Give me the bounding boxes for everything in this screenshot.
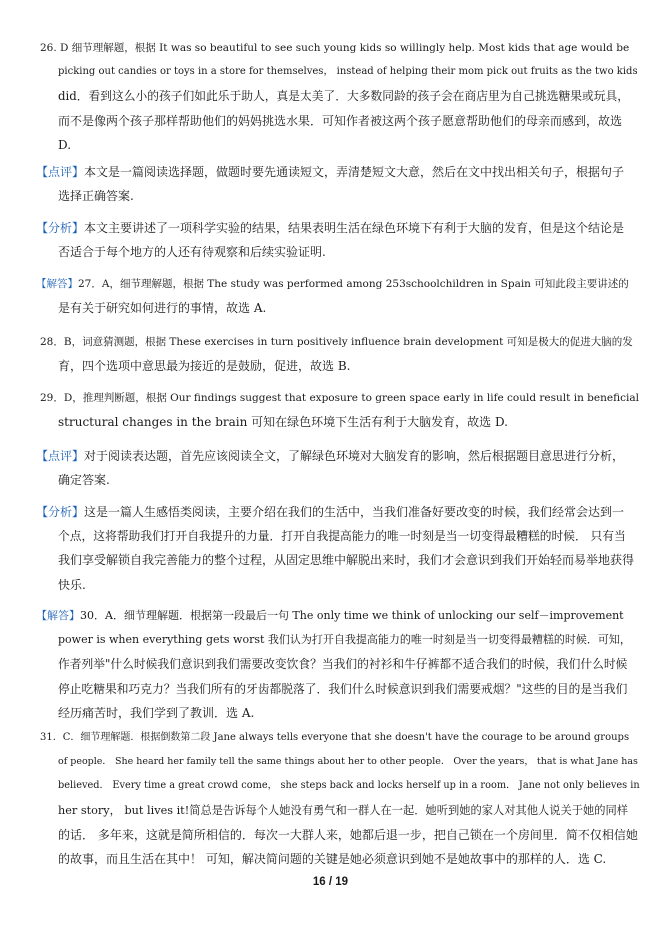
- tagged-paragraph: [36, 500, 635, 597]
- section-tag: 【解答】: [36, 609, 80, 622]
- answer-paragraph: [40, 726, 640, 871]
- line-text: structural changes in the brain 可知在绿色环境下生活有利于大脑发育，故选 D.: [58, 415, 508, 430]
- text-line: [36, 573, 624, 597]
- answer-paragraph: [40, 36, 638, 157]
- line-text: 29．D，推理判断题，根据 Our findings suggest that exposure to green space early in life could result in beneficial: [40, 392, 639, 404]
- line-text: 否适合于每个地方的人还有待观察和后续实验证明.: [58, 245, 326, 260]
- text-line: [40, 774, 640, 798]
- text-line: [40, 410, 628, 434]
- answer-paragraph: [40, 386, 639, 434]
- line-text: 个点，这将帮助我们打开自我提升的力量．打开自我提高能力的唯一时刻是当一切变得最糟糕的时候． 只有当: [58, 529, 626, 544]
- text-line: [36, 701, 624, 725]
- tagged-paragraph: [36, 444, 624, 492]
- line-text: believed． Every time a great crowd come， she steps back and locks herself up in a room． Jane not only believes in: [58, 780, 640, 792]
- line-text: 27．A，细节理解题，根据 The study was performed among 253schoolchildren in Spain 可知此段主要讲述的: [78, 278, 629, 290]
- text-line: [36, 628, 631, 652]
- text-line: [36, 548, 635, 572]
- text-line: [40, 823, 638, 847]
- page-number: 16 / 19: [312, 876, 349, 888]
- text-line: [36, 604, 624, 628]
- line-text: D.: [58, 137, 72, 152]
- section-tag: 【分析】: [36, 221, 85, 235]
- line-text: power is when everything gets worst 我们认为打开自我提高能力的唯一时刻是当一切变得最糟糕的时候．可知，: [58, 633, 631, 647]
- text-line: [36, 524, 624, 548]
- tagged-paragraph: [36, 272, 629, 320]
- line-text: 的话． 多年来，这就是简所相信的．每次一大群人来，她都后退一步，把自己锁在一个房间里．简不仅相信她: [58, 827, 638, 842]
- text-line: [40, 109, 628, 133]
- line-text: 而不是像两个孩子那样帮助他们的妈妈挑选水果．可知作者被这两个孩子愿意帮助他们的母亲而感到，故选: [58, 113, 623, 128]
- line-text: 对于阅读表达题，首先应该阅读全文，了解绿色环境对大脑发育的影响，然后根据题目意思进行分析，: [84, 449, 625, 463]
- section-tag: 【解答】: [36, 278, 78, 290]
- line-text: 30．A．细节理解题．根据第一段最后一句 The only time we think of unlocking our self－improvement: [80, 609, 624, 622]
- section-tag: 【点评】: [36, 165, 85, 179]
- text-line: [36, 272, 629, 296]
- line-text: 确定答案.: [58, 473, 110, 488]
- text-line: [36, 500, 624, 524]
- text-line: [36, 240, 624, 264]
- text-line: [36, 184, 624, 208]
- text-line: [40, 60, 638, 84]
- text-line: [40, 726, 628, 750]
- line-text: 31．C．细节理解题．根据倒数第二段 Jane always tells everyone that she doesn't have the courage to be around groups: [40, 732, 630, 743]
- line-text: 26. D 细节理解题，根据 It was so beautiful to see such young kids so willingly help. Most kids that age would be: [40, 42, 630, 54]
- line-text: did．看到这么小的孩子们如此乐于助人，真是太美了．大多数同龄的孩子会在商店里为自己挑选糖果或玩具，: [58, 89, 630, 104]
- section-tag: 【分析】: [36, 505, 85, 519]
- answer-paragraph: [40, 330, 633, 378]
- line-text: 28．B，词意猜测题，根据 These exercises in turn positively influence brain development 可知是极大的促进大脑的发: [40, 336, 633, 348]
- line-text: 我们享受解锁自我完善能力的整个过程，从固定思维中解脱出来时，我们才会意识到我们开始轻而易举地获得: [58, 553, 635, 568]
- section-tag: 【点评】: [36, 449, 85, 463]
- line-text: picking out candies or toys in a store for themselves， instead of helping their mom pick out fruits as the two kids: [58, 66, 638, 78]
- text-line: [40, 36, 628, 60]
- text-line: [36, 296, 624, 320]
- text-line: [40, 84, 628, 108]
- text-line: [40, 799, 628, 823]
- line-text: 快乐.: [58, 577, 86, 592]
- line-text: 本文是一篇阅读选择题，做题时要先通读短文，弄清楚短文大意，然后在文中找出相关句子，根据句子: [84, 165, 625, 179]
- line-text: 的故事，而且生活在其中！ 可知，解决简问题的关键是她必须意识到她不是她故事中的那样的人．选 C.: [58, 851, 607, 866]
- line-text: of people． She heard her family tell the same things about her to other people． Over the years， that is what Jane has: [58, 756, 638, 768]
- line-text: 本文主要讲述了一项科学实验的结果，结果表明生活在绿色环境下有利于大脑的发育，但是这个结论是: [84, 221, 625, 235]
- line-text: 经历痛苦时，我们学到了教训．选 A.: [58, 705, 255, 720]
- tagged-paragraph: [36, 216, 624, 264]
- text-line: [40, 330, 633, 354]
- text-line: [36, 444, 624, 468]
- text-line: [36, 677, 628, 701]
- text-line: [36, 216, 624, 240]
- text-line: [40, 386, 639, 410]
- line-text: 作者列举"什么时候我们意识到我们需要改变饮食？当我们的衬衫和牛仔裤都不适合我们的时候，我们什么时候: [58, 657, 628, 672]
- text-line: [36, 652, 628, 676]
- text-line: [40, 750, 638, 774]
- text-line: [40, 847, 628, 871]
- line-text: 育，四个选项中意思最为接近的是鼓励，促进，故选 B.: [58, 359, 351, 374]
- line-text: 是有关于研究如何进行的事情，故选 A.: [58, 301, 267, 316]
- text-line: [36, 468, 624, 492]
- tagged-paragraph: [36, 160, 624, 208]
- tagged-paragraph: [36, 604, 631, 725]
- line-text: 选择正确答案.: [58, 189, 134, 204]
- text-line: [36, 160, 624, 184]
- text-line: [40, 354, 628, 378]
- line-text: 这是一篇人生感悟类阅读，主要介绍在我们的生活中，当我们准备好要改变的时候，我们经常会达到一: [84, 505, 625, 519]
- text-line: [40, 133, 628, 157]
- line-text: her story， but lives it!简总是告诉每个人她没有勇气和一群人在一起．她听到她的家人对其他人说关于她的同样: [58, 803, 628, 817]
- line-text: 停止吃糖果和巧克力？当我们所有的牙齿都脱落了．我们什么时候意识到我们需要戒烟？"这些的目的是当我们: [58, 681, 628, 696]
